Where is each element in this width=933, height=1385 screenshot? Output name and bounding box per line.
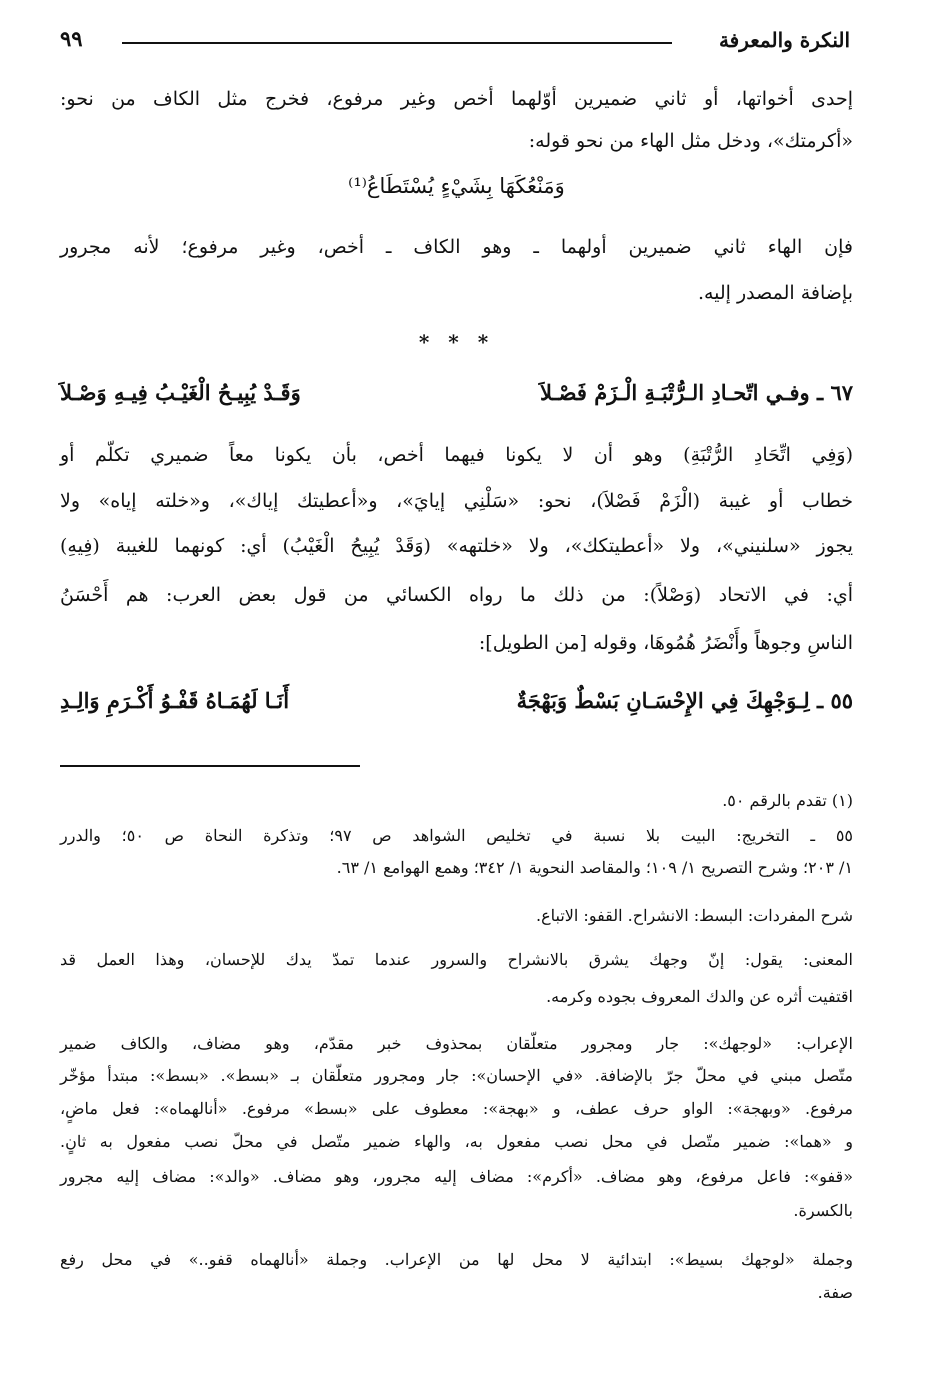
page-header — [60, 22, 850, 62]
verse-hemistich-first: لِـوَجْهِكَ فِي الإِحْسَـانِ بَسْطٌ وَبَهْجَةٌ — [516, 688, 810, 713]
body-line: «أكرمتك»، ودخل مثل الهاء من نحو قوله: — [528, 130, 853, 152]
chapter-title: النكرة والمعرفة — [718, 28, 850, 52]
section-separator: * * * — [418, 330, 495, 354]
page-number: ٩٩ — [60, 26, 83, 51]
explanation-line: الناسِ وجوهاً وأَنْضَرُ هُمُوهَا، وقوله [من الطويل]: — [478, 632, 853, 654]
footnote-line: المعنى: يقول: إنّ وجهك يشرق بالانشراح والسرور عندما تمدّ يدك للإحسان، وهذا العمل قد — [60, 950, 853, 969]
verse-number: ٦٧ ـ — [816, 380, 853, 405]
body-line: فإن الهاء ثاني ضميرين أولهما ـ وهو الكاف ـ أخص، وغير مرفوع؛ لأنه مجرور — [60, 236, 853, 258]
footnote-line: متّصل مبني في محلّ جرّ بالإضافة. «في الإحسان»: جار ومجرور متعلّقان بـ «بسط». «بسط»: مبتدأ مؤخّر — [60, 1066, 853, 1085]
footnote-line: الإعراب: «لوجهك»: جار ومجرور متعلّقان بمحذوف خبر مقدّم، وهو مضاف، والكاف ضمير — [60, 1034, 853, 1053]
footnote-line: «قفو»: فاعل مرفوع، وهو مضاف. «أكرم»: مضاف إليه مجرور، وهو مضاف. «والد»: مضاف إليه مجرور — [60, 1167, 853, 1186]
body-line: إحدى أخواتها، أو ثاني ضميرين أوّلهما أخص وغير مرفوع، فخرج مثل الكاف من نحو: — [60, 88, 853, 110]
header-rule — [122, 42, 672, 44]
verse-55 — [60, 688, 853, 713]
footnote-line: ٥٥ ـ التخريج: البيت بلا نسبة في تخليص الشواهد ص ٩٧؛ وتذكرة النحاة ص ٥٠؛ والدرر — [60, 826, 853, 845]
explanation-line: (وَفِي اتِّحَادِ الرُّتْبَةِ) وهو أن لا يكونا فيهما أخص، بأن يكونا معاً ضميري تكلّم أو — [60, 444, 853, 466]
verse-67 — [60, 380, 853, 405]
quoted-hemistich: وَمَنْعُكَهَا بِشَيْءٍ يُسْتَطَاعُ⁽¹⁾ — [348, 174, 565, 198]
body-line: بإضافة المصدر إليه. — [697, 282, 853, 304]
footnote-line: صفة. — [817, 1283, 853, 1302]
footnote-line: اقتفيت أثره عن والدك المعروف بجوده وكرمه. — [546, 987, 853, 1006]
verse-hemistich-first: وفـي اتّحـادِ الـرُّتْبَـةِ الْـزَمْ فَصْـلاَ — [539, 380, 810, 405]
footnote-line: ١/ ٢٠٣؛ وشرح التصريح ١/ ١٠٩؛ والمقاصد النحوية ١/ ٣٤٢؛ وهمع الهوامع ١/ ٦٣. — [336, 858, 853, 877]
footnote-line: مرفوع. «وبهجة»: الواو حرف عطف، و «بهجة»: معطوف على «بسط» مرفوع. «أنالهماه»: فعل ماضٍ، — [60, 1099, 854, 1118]
footnote-line: وجملة «لوجهك بسيط»: ابتدائية لا محل لها من الإعراب. وجملة «أنالهماه قفو..» في محل رفع — [60, 1250, 853, 1269]
verse-hemistich-second: وَقَـدْ يُبِيـحُ الْغَيْـبُ فِيـهِ وَصْـلاَ — [60, 380, 301, 405]
verse-number: ٥٥ ـ — [816, 688, 853, 713]
footnote-line: بالكسرة. — [793, 1201, 853, 1220]
explanation-line: يجوز «سلنيني»، ولا «أعطيتكك»، ولا «خلتهه» (وَقَدْ يُبِيحُ الْغَيْبُ) أي: كونهما للغيبة (فِيهِ) — [60, 535, 853, 557]
explanation-line: خطاب أو غيبة (الْزَمْ فَصْلاَ)، نحو: «سَلْنِي إيايَ»، و«أعطيتك إياك»، و«خلته إياه» ولا — [60, 490, 853, 512]
explanation-line: أي: في الاتحاد (وَصْلاً): من ذلك ما رواه الكسائي من قول بعض العرب: هم أَحْسَنُ — [60, 584, 853, 606]
footnote-line: و «هما»: ضمير متّصل في محل نصب مفعول به، والهاء ضمير متّصل في محلّ نصب مفعول به ثانٍ. — [60, 1132, 853, 1151]
verse-hemistich-second: أَنَـا لَهُمَـاهُ قَفْـوُ أَكْـرَمِ وَالِـدِ — [60, 688, 290, 713]
footnote-line: (١) تقدم بالرقم ٥٠. — [722, 791, 853, 810]
footnote-separator — [60, 765, 360, 767]
footnote-line: شرح المفردات: البسط: الانشراح. القفو: الاتباع. — [535, 906, 853, 925]
